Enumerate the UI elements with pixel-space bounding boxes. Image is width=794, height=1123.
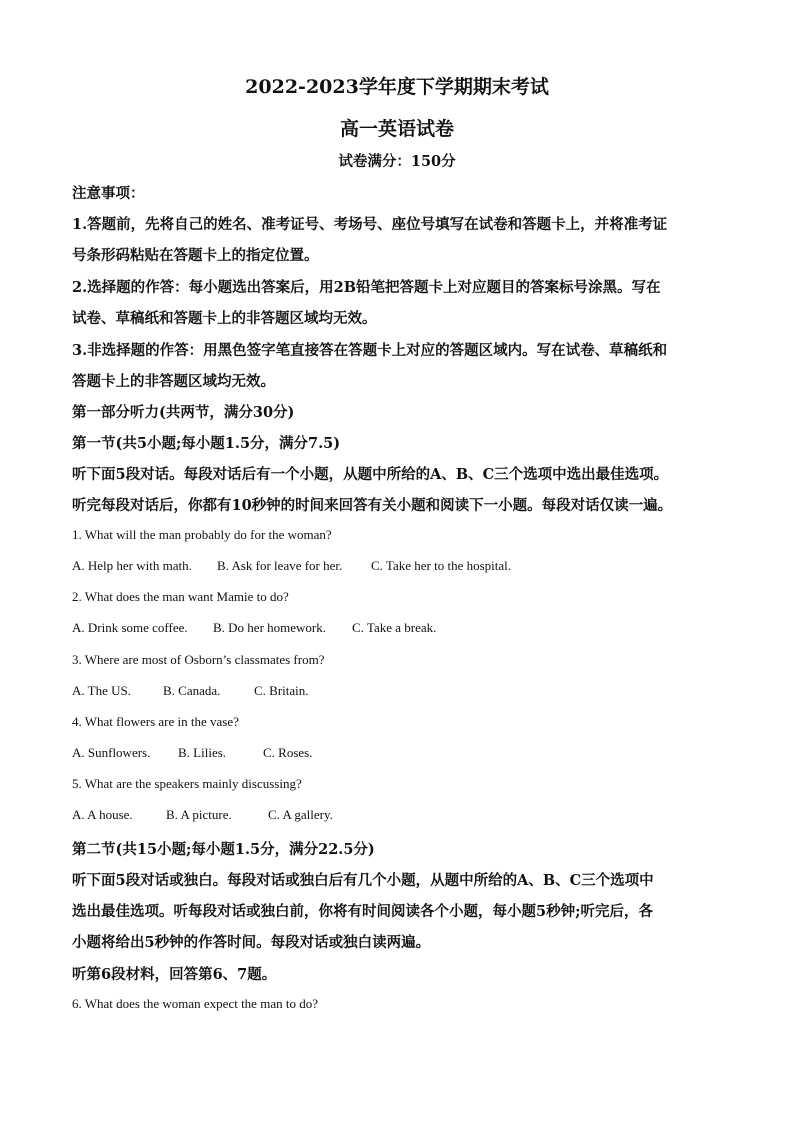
question-2-option-b: B. Do her homework. — [213, 620, 327, 635]
question-2-option-a: A. Drink some coffee. — [72, 620, 188, 635]
note-2-line-2: 试卷、草稿纸和答题卡上的非答题区域均无效。 — [72, 310, 377, 327]
section-2-instructions-line-2: 选出最佳选项。听每段对话或独白前，你将有时间阅读各个小题，每小题5秒钟;听完后，各 — [72, 903, 653, 920]
question-1-option-c: C. Take her to the hospital. — [371, 558, 512, 573]
exam-subtitle: 高一英语试卷 — [339, 118, 454, 140]
question-3-option-c: C. Britain. — [254, 683, 309, 698]
section-2-heading: 第二节(共15小题;每小题1.5分，满分22.5分) — [72, 841, 375, 858]
note-1-line-2: 号条形码粘贴在答题卡上的指定位置。 — [72, 247, 319, 264]
exam-title: 2022-2023学年度下学期期末考试 — [245, 76, 549, 98]
question-5: 5. What are the speakers mainly discussing? — [72, 776, 302, 791]
question-3-option-b: B. Canada. — [163, 683, 221, 698]
section-1-heading: 第一节(共5小题;每小题1.5分，满分7.5) — [72, 435, 341, 452]
section-2-instructions-line-3: 小题将给出5秒钟的作答时间。每段对话或独白读两遍。 — [72, 934, 431, 951]
question-4-option-c: C. Roses. — [263, 745, 313, 760]
note-3-line-1: 3.非选择题的作答：用黑色签字笔直接答在答题卡上对应的答题区域内。写在试卷、草稿纸和 — [72, 342, 668, 359]
note-2-line-1: 2.选择题的作答：每小题选出答案后，用2B铅笔把答题卡上对应题目的答案标号涂黑。写在 — [72, 279, 661, 296]
part-1-heading: 第一部分听力(共两节，满分30分) — [72, 404, 295, 421]
question-2: 2. What does the man want Mamie to do? — [72, 589, 289, 604]
question-6: 6. What does the woman expect the man to do? — [72, 996, 318, 1011]
question-5-option-c: C. A gallery. — [268, 807, 333, 822]
full-score: 试卷满分：150分 — [338, 153, 456, 170]
question-1-option-a: A. Help her with math. — [72, 558, 192, 573]
question-1-option-b: B. Ask for leave for her. — [217, 558, 343, 573]
question-4-option-b: B. Lilies. — [178, 745, 227, 760]
question-4-option-a: A. Sunflowers. — [72, 745, 151, 760]
note-1-line-1: 1.答题前，先将自己的姓名、准考证号、考场号、座位号填写在试卷和答题卡上，并将准考证 — [72, 216, 668, 233]
question-5-option-b: B. A picture. — [166, 807, 232, 822]
section-1-instructions-line-1: 听下面5段对话。每段对话后有一个小题，从题中所给的A、B、C三个选项中选出最佳选项。 — [72, 466, 669, 483]
question-1: 1. What will the man probably do for the woman? — [72, 527, 332, 542]
note-3-line-2: 答题卡上的非答题区域均无效。 — [72, 373, 275, 390]
question-2-option-c: C. Take a break. — [352, 620, 437, 635]
material-6-heading: 听第6段材料，回答第6、7题。 — [72, 966, 277, 983]
section-1-instructions-line-2: 听完每段对话后，你都有10秒钟的时间来回答有关小题和阅读下一小题。每段对话仅读一遍。 — [72, 497, 673, 514]
section-2-instructions-line-1: 听下面5段对话或独白。每段对话或独白后有几个小题，从题中所给的A、B、C三个选项中 — [72, 872, 654, 889]
question-3-option-a: A. The US. — [72, 683, 131, 698]
question-4: 4. What flowers are in the vase? — [72, 714, 239, 729]
question-3: 3. Where are most of Osborn’s classmates from? — [72, 652, 325, 667]
notes-heading: 注意事项： — [72, 185, 145, 202]
question-5-option-a: A. A house. — [72, 807, 133, 822]
